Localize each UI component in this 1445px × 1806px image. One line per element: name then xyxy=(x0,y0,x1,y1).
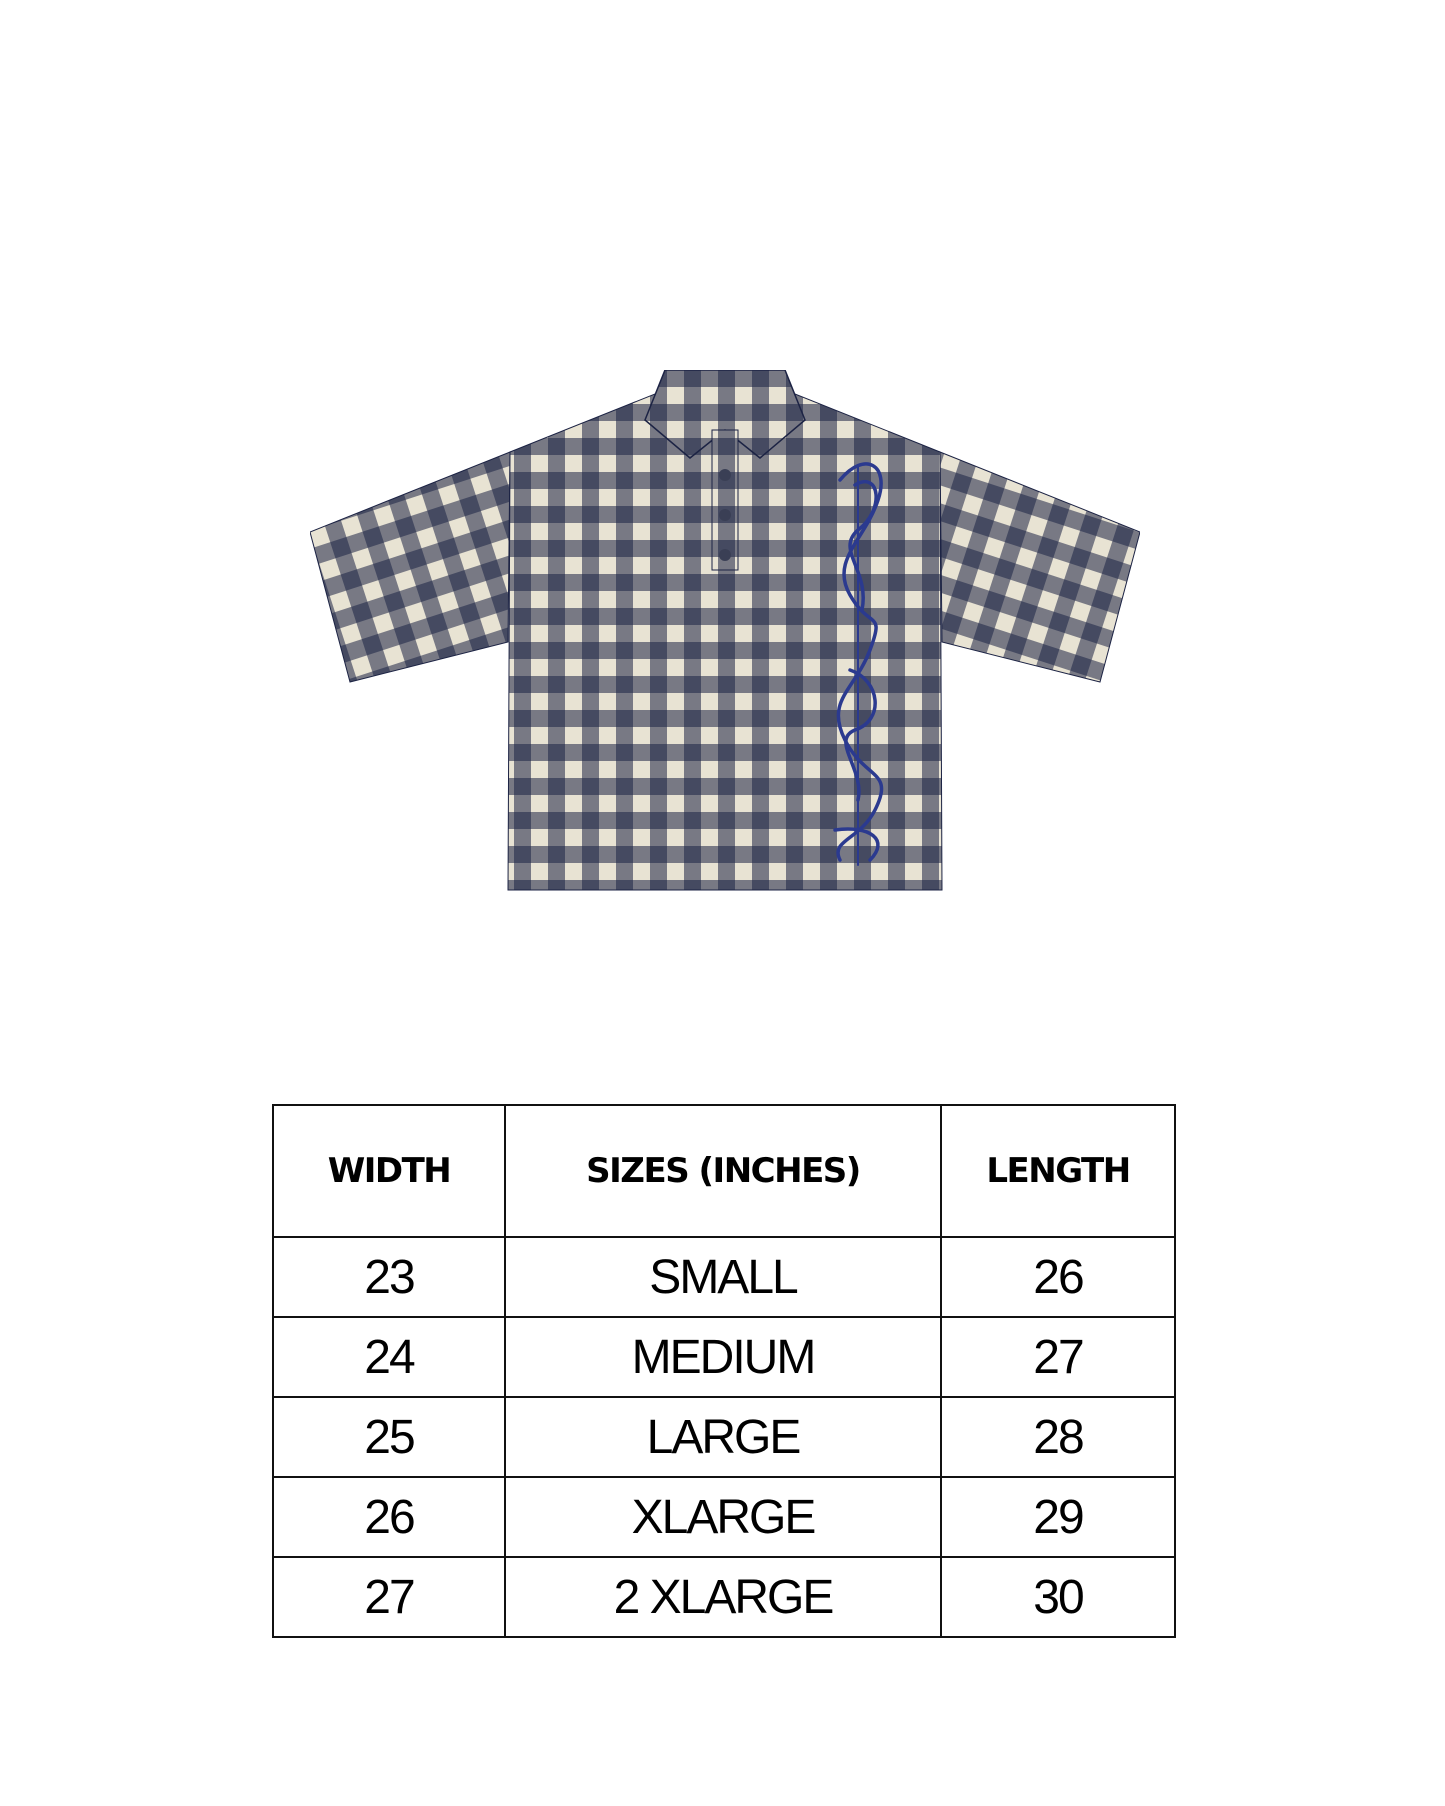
length-cell: 26 xyxy=(941,1237,1175,1317)
width-cell: 23 xyxy=(273,1237,505,1317)
length-header: LENGTH xyxy=(941,1105,1175,1237)
table-row xyxy=(273,1237,1175,1317)
right-sleeve xyxy=(940,452,1140,682)
product-image xyxy=(310,370,1140,900)
button xyxy=(719,469,731,481)
gingham-polo-shirt-image xyxy=(310,370,1140,900)
sizes-header: SIZES (INCHES) xyxy=(505,1105,941,1237)
length-cell: 27 xyxy=(941,1317,1175,1397)
size-cell: SMALL xyxy=(505,1237,941,1317)
button xyxy=(719,509,731,521)
table-row xyxy=(273,1317,1175,1397)
size-cell: XLARGE xyxy=(505,1477,941,1557)
table-row xyxy=(273,1557,1175,1637)
width-cell: 24 xyxy=(273,1317,505,1397)
button xyxy=(719,549,731,561)
length-cell: 30 xyxy=(941,1557,1175,1637)
size-cell: LARGE xyxy=(505,1397,941,1477)
size-cell: 2 XLARGE xyxy=(505,1557,941,1637)
width-cell: 27 xyxy=(273,1557,505,1637)
length-cell: 28 xyxy=(941,1397,1175,1477)
size-cell: MEDIUM xyxy=(505,1317,941,1397)
table-row xyxy=(273,1477,1175,1557)
width-cell: 25 xyxy=(273,1397,505,1477)
width-header: WIDTH xyxy=(273,1105,505,1237)
size-chart-table xyxy=(272,1104,1176,1638)
left-sleeve xyxy=(310,452,510,682)
table-header-row xyxy=(273,1105,1175,1237)
table-row xyxy=(273,1397,1175,1477)
length-cell: 29 xyxy=(941,1477,1175,1557)
width-cell: 26 xyxy=(273,1477,505,1557)
